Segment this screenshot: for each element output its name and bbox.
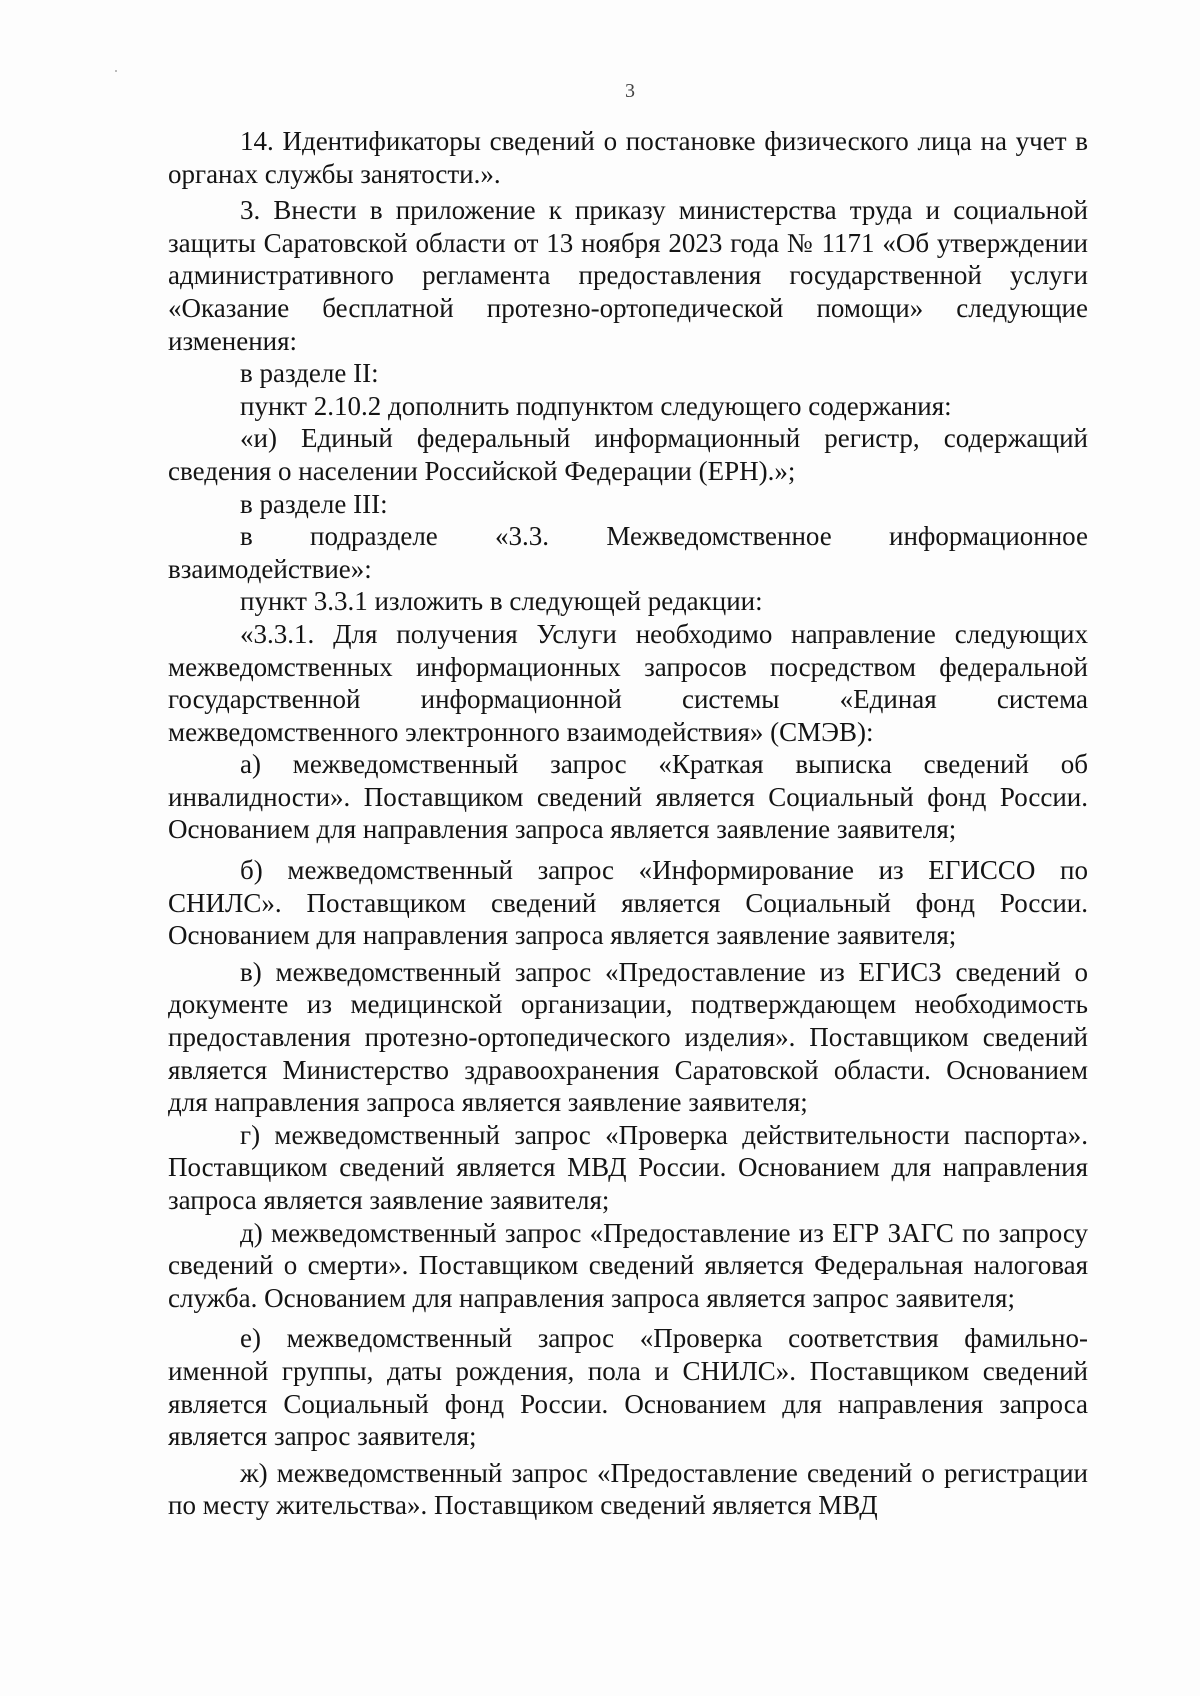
paragraph-point-3-3-1: пункт 3.3.1 изложить в следующей редакции: [240,586,763,617]
paragraph-subsection-3-3: в подразделе «3.3. Межведомственное информационное взаимодействие»: [168,521,1088,584]
paragraph-request-zh: ж) межведомственный запрос «Предоставление сведений о регистрации по месту жительства». Поставщиком сведений является МВД [168,1457,1088,1521]
paragraph-request-g: г) межведомственный запрос «Проверка действительности паспорта». Поставщиком сведений является МВД России. Основанием для направления запроса является заявление заявителя; [168,1119,1088,1215]
page-number: 3 [625,80,635,102]
paragraph-section-ii: в разделе II: [240,358,379,389]
paragraph-subpoint-i: «и) Единый федеральный информационный регистр, содержащий сведения о населении Российской Федерации (ЕРН).»; [168,423,1088,486]
paragraph-3-3-1-text: «3.3.1. Для получения Услуги необходимо направление следующих межведомственных информационных запросов посредством федеральной государственной информационной системы «Единая система межведомственного электронного взаимодействия» (СМЭВ): [168,618,1088,747]
paragraph-request-e: е) межведомственный запрос «Проверка соответствия фамильно-именной группы, даты рождения, пола и СНИЛС». Поставщиком сведений является Социальный фонд России. Основанием для направления запроса является запрос заявителя; [168,1323,1088,1452]
document-body [168,125,1088,1522]
paragraph-amendment-3: 3. Внести в приложение к приказу министерства труда и социальной защиты Саратовской области от 13 ноября 2023 года № 1171 «Об утверждении административного регламента предоставления государственной услуги «Оказание бесплатной протезно-ортопедической помощи» следующие изменения: [168,195,1088,356]
paragraph-request-a: а) межведомственный запрос «Краткая выписка сведений об инвалидности». Поставщиком сведений является Социальный фонд России. Основанием для направления запроса является заявление заявителя; [168,749,1088,845]
scan-speck [115,70,117,72]
paragraph-section-iii: в разделе III: [240,488,388,519]
paragraph-point-2-10-2: пункт 2.10.2 дополнить подпунктом следующего содержания: [240,390,952,421]
paragraph-item-14: 14. Идентификаторы сведений о постановке физического лица на учет в органах службы занятости.». [168,126,1088,189]
paragraph-request-b: б) межведомственный запрос «Информирование из ЕГИССО по СНИЛС». Поставщиком сведений является Социальный фонд России. Основанием для направления запроса является заявление заявителя; [168,855,1088,951]
paragraph-request-d: д) межведомственный запрос «Предоставление из ЕГР ЗАГС по запросу сведений о смерти». Поставщиком сведений является Федеральная налоговая служба. Основанием для направления запроса является запрос заявителя; [168,1217,1088,1313]
paragraph-request-v: в) межведомственный запрос «Предоставление из ЕГИСЗ сведений о документе из медицинской организации, подтверждающем необходимость предоставления протезно-ортопедического изделия». Поставщиком сведений является Министерство здравоохранения Саратовской области. Основанием для направления запроса является заявление заявителя; [168,956,1088,1118]
